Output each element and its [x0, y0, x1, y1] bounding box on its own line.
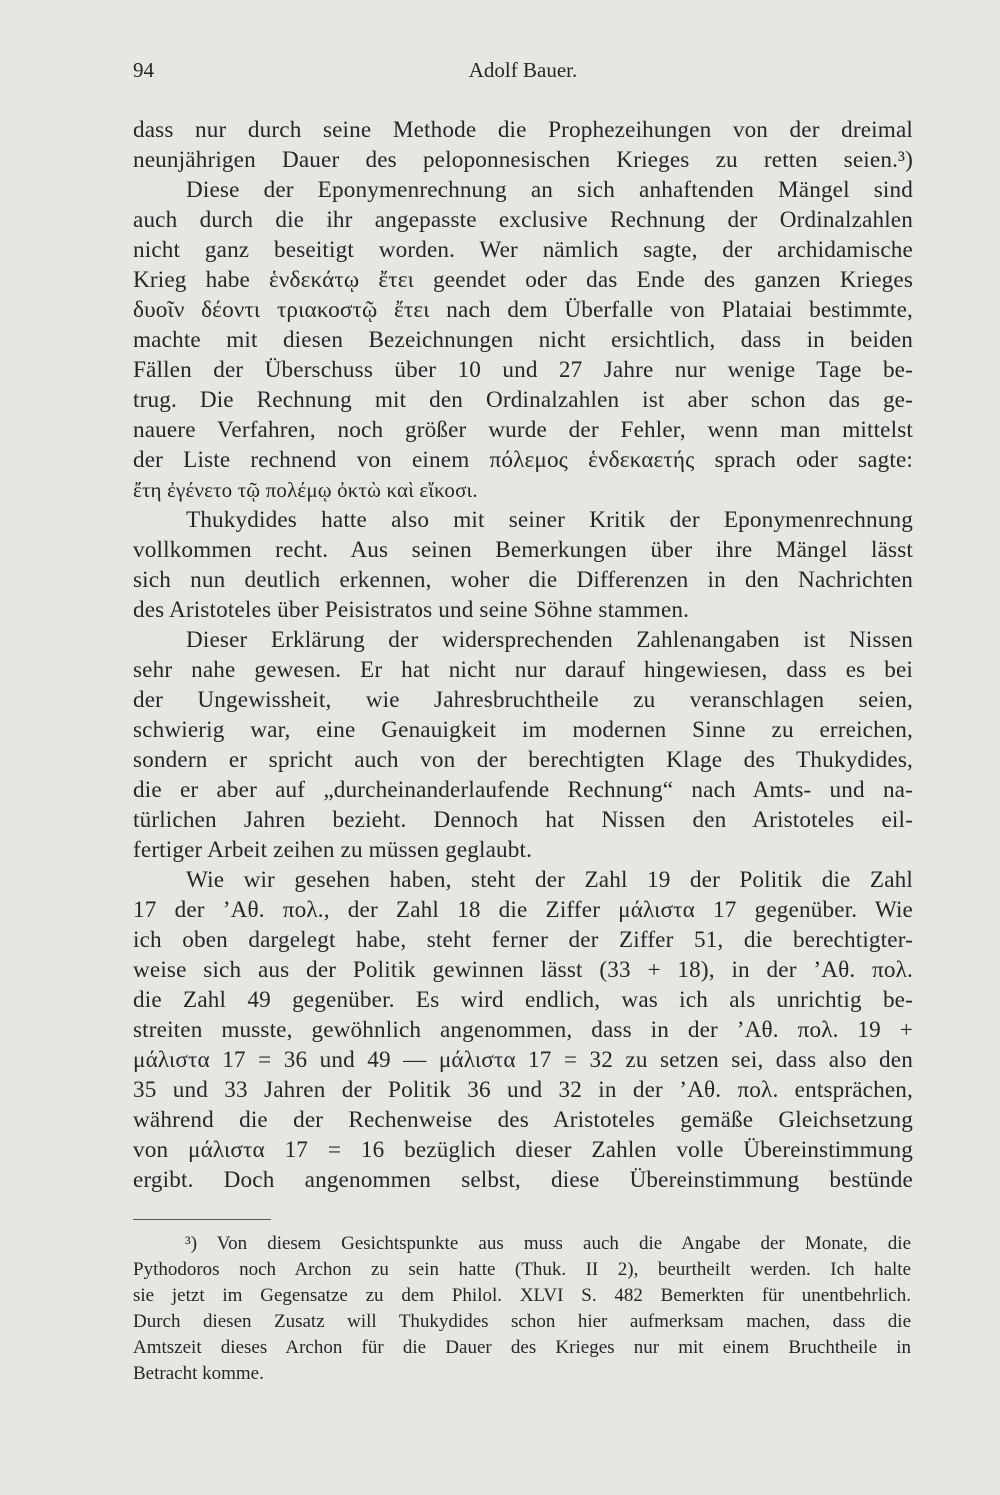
text-line: ἔτη ἐγένετο τῷ πολέμῳ ὀκτὼ καὶ εἴκοσι. [133, 478, 478, 502]
text-line: ergibt. Doch angenommen selbst, diese Übereinstimmung bestünde [133, 1167, 913, 1193]
text-line: Krieg habe ἑνδεκάτῳ ἔτει geendet oder das Ende des ganzen Krieges [133, 267, 913, 293]
text-line: die er aber auf „durcheinanderlaufende Rechnung“ nach Amts- und na- [133, 777, 913, 803]
text-line: des Aristoteles über Peisistratos und seine Söhne stammen. [133, 597, 690, 623]
text-line: sondern er spricht auch von der berechtigten Klage des Thukydides, [133, 747, 913, 773]
text-line: sehr nahe gewesen. Er hat nicht nur darauf hingewiesen, dass es bei [133, 657, 913, 683]
text-line: neunjährigen Dauer des peloponnesischen Krieges zu retten seien.³) [133, 147, 913, 173]
footnote-line: Durch diesen Zusatz will Thukydides schon hier aufmerksam machen, dass die [133, 1311, 911, 1332]
page-number: 94 [133, 58, 154, 82]
text-line: Thukydides hatte also mit seiner Kritik der Eponymenrechnung [186, 507, 913, 533]
text-line: fertiger Arbeit zeihen zu müssen geglaubt. [133, 837, 533, 863]
text-line: sich nun deutlich erkennen, woher die Differenzen in den Nachrichten [133, 567, 913, 593]
text-line: machte mit diesen Bezeichnungen nicht ersichtlich, dass in beiden [133, 327, 913, 353]
text-line: streiten musste, gewöhnlich angenommen, dass in der ’Αθ. πολ. 19 + [133, 1017, 913, 1043]
text-line: dass nur durch seine Methode die Prophezeihungen von der dreimal [133, 117, 913, 143]
text-line: trug. Die Rechnung mit den Ordinalzahlen ist aber schon das ge- [133, 387, 913, 413]
text-line: von μάλιστα 17 = 16 bezüglich dieser Zahlen volle Übereinstimmung [133, 1137, 913, 1163]
text-line: nicht ganz beseitigt worden. Wer nämlich sagte, der archidamische [133, 237, 913, 263]
text-line: türlichen Jahren bezieht. Dennoch hat Nissen den Aristoteles eil- [133, 807, 913, 833]
text-line: die Zahl 49 gegenüber. Es wird endlich, was ich als unrichtig be- [133, 987, 913, 1013]
text-line: weise sich aus der Politik gewinnen lässt (33 + 18), in der ’Αθ. πολ. [133, 957, 913, 983]
footnote-line: ³) Von diesem Gesichtspunkte aus muss auch die Angabe der Monate, die [185, 1233, 911, 1254]
text-line: Diese der Eponymenrechnung an sich anhaftenden Mängel sind [186, 177, 913, 203]
text-line: schwierig war, eine Genauigkeit im modernen Sinne zu erreichen, [133, 717, 913, 743]
footnote-line: Amtszeit dieses Archon für die Dauer des Krieges nur mit einem Bruchtheile in [133, 1337, 911, 1358]
text-line: auch durch die ihr angepasste exclusive Rechnung der Ordinalzahlen [133, 207, 913, 233]
text-line: 17 der ’Αθ. πολ., der Zahl 18 die Ziffer μάλιστα 17 gegenüber. Wie [133, 897, 913, 923]
text-line: Wie wir gesehen haben, steht der Zahl 19 der Politik die Zahl [186, 867, 913, 893]
running-head: Adolf Bauer. [468, 58, 578, 82]
footnote-divider [133, 1219, 271, 1220]
text-line: 35 und 33 Jahren der Politik 36 und 32 in der ’Αθ. πολ. entsprächen, [133, 1077, 913, 1103]
text-line: der Ungewissheit, wie Jahresbruchtheile zu veranschlagen seien, [133, 687, 913, 713]
footnote-line: sie jetzt im Gegensatze zu dem Philol. XLVI S. 482 Bemerkten für unentbehrlich. [133, 1285, 911, 1306]
text-line: vollkommen recht. Aus seinen Bemerkungen über ihre Mängel lässt [133, 537, 913, 563]
text-line: während die der Rechenweise des Aristoteles gemäße Gleichsetzung [133, 1107, 913, 1133]
text-line: der Liste rechnend von einem πόλεμος ἑνδεκαετής sprach oder sagte: [133, 447, 913, 473]
page-header [133, 58, 913, 88]
text-line: μάλιστα 17 = 36 und 49 — μάλιστα 17 = 32 zu setzen sei, dass also den [133, 1047, 913, 1073]
text-line: Fällen der Überschuss über 10 und 27 Jahre nur wenige Tage be- [133, 357, 913, 383]
text-line: ich oben dargelegt habe, steht ferner der Ziffer 51, die berechtigter- [133, 927, 913, 953]
footnote-line: Betracht komme. [133, 1363, 264, 1384]
text-line: Dieser Erklärung der widersprechenden Zahlenangaben ist Nissen [186, 627, 913, 653]
text-line: δυοῖν δέοντι τριακοστῷ ἔτει nach dem Überfalle von Plataiai bestimmte, [133, 297, 913, 323]
footnote-line: Pythodoros noch Archon zu sein hatte (Thuk. II 2), beurtheilt werden. Ich halte [133, 1259, 911, 1280]
text-line: nauere Verfahren, noch größer wurde der Fehler, wenn man mittelst [133, 417, 913, 443]
